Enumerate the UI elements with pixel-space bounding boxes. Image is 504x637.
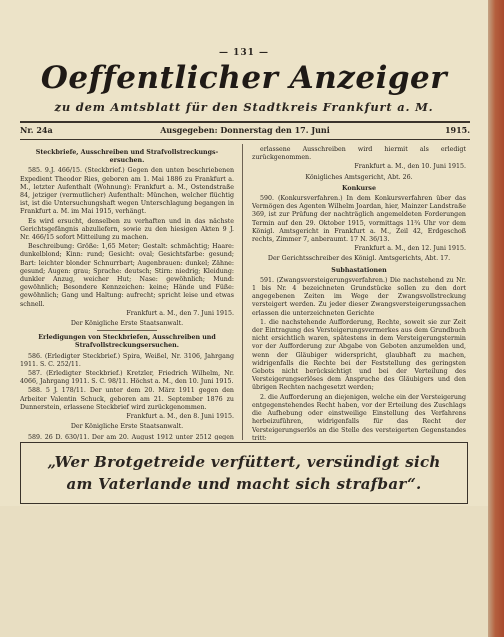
right-column (252, 146, 466, 440)
notice-587: 587. (Erledigter Steckbrief.) Kretzler, Friedrich Wilhelm, Nr. 4066, Jahrgang 1911. S. C. 98/11. Höchst a. M., den 10. Juni 1915. (20, 370, 234, 386)
publication-title: Oeffentlicher Anzeiger (40, 60, 448, 96)
notice-585-description: Beschreibung: Größe: 1,65 Meter; Gestalt: schmächtig; Haare: dunkelblond; Kinn: rund; Gesicht: oval; Gesichtsfarbe: gesund; Bart: leichter blonder Schnurrbart; Augenbrauen: dunkel; Zähne: gesund; Augen: grau; Sprache: deutsch; Stirn: niedrig; Kleidung: dunkler Anzug, weicher Hut; Nase: gewöhnlich; Mund: gewöhnlich; Besondere Kennzeichen: keine; Hände und Füße: gewöhnlich; Gang und Haltung: aufrecht; spricht leise und etwas schnell. (20, 243, 234, 308)
signature-place-4: Frankfurt a. M., den 12. Juni 1915. (354, 245, 466, 253)
slogan-line-2: am Vaterlande und macht sich strafbar“. (66, 475, 422, 493)
header-rule-top (20, 121, 470, 123)
binding-edge (488, 0, 504, 637)
blank-page-area (0, 506, 488, 637)
notice-591: 591. (Zwangsversteigerungsverfahren.) Die nachstehend zu Nr. 1 bis Nr. 4 bezeichneten Grundstücke sollen zu den dort angegebenen Zeiten im Wege der Zwangsvollstreckung versteigert werden. Zu jeder dieser Zwangsversteigerungssachen erlassen die unterzeichneten Gerichte (252, 276, 466, 317)
notice-589: 589. 26 D. 630/11. Der am 20. August 1912 unter 2512 gegen (28, 433, 234, 440)
issue-line (20, 125, 470, 137)
notice-591-item-2: 2. die Aufforderung an diejenigen, welche ein der Versteigerung entgegenstehendes Recht haben, vor der Erteilung des Zuschlags die Aufhebung oder einstweilige Einstellung des Verfahrens herbeizuführen, widrigenfalls für das Recht der Versteigerungserlös an die Stelle des versteigerten Gegenstandes tritt; (252, 393, 466, 440)
slogan-box (20, 442, 468, 504)
issue-date: Ausgegeben: Donnerstag den 17. Juni (160, 125, 330, 135)
issue-year: 1915. (444, 125, 470, 135)
section-heading-erledigungen: Erledigungen von Steckbriefen, Ausschreiben und Strafvollstreckungsersuchen. (38, 334, 216, 350)
signature-authority-2: Der Königliche Erste Staatsanwalt. (70, 423, 184, 431)
notice-589-continued: erlassene Ausschreiben wird hiermit als erledigt zurückgenommen. (252, 146, 466, 162)
notice-591-item-1: 1. die nachstehende Aufforderung, Rechte, soweit sie zur Zeit der Eintragung des Versteigerungsvermerkes aus dem Grundbuch nicht ersichtlich waren, spätestens in dem Versteigerungstermin vor der Aufforderung zur Abgabe von Geboten anzumelden und, wenn der Gläubiger widerspricht, glaubhaft zu machen, widrigenfalls die Rechte bei der Feststellung des geringsten Gebots nicht berücksichtigt und bei der Verteilung des Versteigerungserlöses dem Anspruche des Gläubigers und den übrigen Rechten nachgesetzt werden; (252, 318, 466, 392)
column-divider (242, 144, 243, 440)
page-number: — 131 — (218, 48, 270, 58)
left-column (20, 146, 234, 440)
section-heading-subhastationen: Subhastationen (331, 266, 387, 274)
publication-subtitle: zu dem Amtsblatt für den Stadtkreis Frankfurt a. M. (54, 100, 434, 114)
header-rule-bottom (20, 139, 470, 140)
signature-place-2: Frankfurt a. M., den 8. Juni 1915. (126, 413, 234, 421)
notice-590: 590. (Konkursverfahren.) In dem Konkursverfahren über das Vermögen des Agenten Wilhelm Joardan, hier, Mainzer Landstraße 369, ist zur Prüfung der nachträglich angemeldeten Forderungen Termin auf den 29. Oktober 1915, vormittags 11¾ Uhr vor dem Königl. Amtsgericht in Frankfurt a. M., Zeil 42, Erdgeschoß rechts, Zimmer 7, anberaumt. 17 N. 36/13. (252, 195, 466, 244)
section-heading-steckbriefe: Steckbriefe, Ausschreiben und Strafvollstreckungs-ersuchen. (35, 149, 219, 165)
section-heading-konkurse: Konkurse (342, 184, 376, 192)
notice-588: 588. 5 J. 178/11. Der unter dem 20. März 1911 gegen den Arbeiter Valentin Schuck, geboren am 21. September 1876 zu Dunnerstein, erlassene Steckbrief wird zurückgenommen. (20, 387, 234, 411)
issue-number: Nr. 24a (20, 125, 53, 135)
notice-585-request: Es wird ersucht, denselben zu verhaften und in das nächste Gerichtsgefängnis abzuliefern, sowie zu den hiesigen Akten 9 J. Nr. 466/15 sofort Mitteilung zu machen. (20, 217, 234, 242)
divider (97, 330, 157, 331)
slogan-line-1: „Wer Brotgetreide verfüttert, versündigt sich (47, 453, 441, 471)
signature-authority: Der Königliche Erste Staatsanwalt. (70, 320, 184, 328)
signature-authority-3: Königliches Amtsgericht, Abt. 26. (305, 173, 413, 181)
signature-place-3: Frankfurt a. M., den 10. Juni 1915. (354, 163, 466, 171)
notice-586: 586. (Erledigter Steckbrief.) Spira, Weißel, Nr. 3106, Jahrgang 1911. S. C. 252/11. (20, 352, 234, 368)
signature-place: Frankfurt a. M., den 7. Juni 1915. (126, 309, 234, 317)
signature-authority-4: Der Gerichtsschreiber des Königl. Amtsgerichts, Abt. 17. (267, 255, 451, 263)
notice-585: 585. 9.J. 466/15. (Steckbrief.) Gegen den unten beschriebenen Expedient Theodor Ries, geboren am 1. Mai 1886 zu Frankfurt a. M., letzter Aufenthalt (Wohnung): Frankfurt a. M., Ostendstraße 84, jetziger (vermutlicher) Aufenthalt: München, welcher flüchtig ist, ist die Untersuchungshaft wegen Unterschlagung begangen in Frankfurt a. M. im Mai 1915, verhängt. (20, 167, 234, 216)
